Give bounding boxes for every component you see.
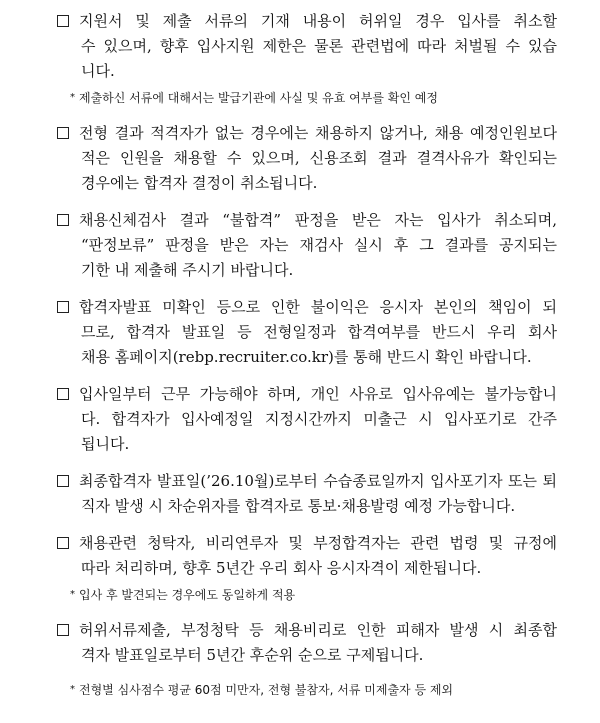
notice-footnote: * 제출하신 서류에 대해서는 발급기관에 사실 및 유효 여부를 확인 예정 xyxy=(70,91,438,105)
notice-item xyxy=(57,295,557,370)
checkbox-square-icon xyxy=(57,214,69,226)
checkbox-square-icon xyxy=(57,15,69,27)
asterisk-icon: * xyxy=(70,589,75,600)
notice-line: 채용신체검사 결과 “불합격” 판정을 받은 자는 입사가 취소되며, xyxy=(57,208,557,233)
notice-line: 지원서 및 제출 서류의 기재 내용이 허위일 경우 입사를 취소할 xyxy=(57,9,557,34)
checkbox-square-icon xyxy=(57,301,69,313)
notice-line: 채용관련 청탁자, 비리연루자 및 부정합격자는 관련 법령 및 규정에 xyxy=(57,531,557,556)
notice-line: 합격자발표 미확인 등으로 인한 불이익은 응시자 본인의 책임이 되 xyxy=(57,295,557,320)
notice-footnote: * 입사 후 발견되는 경우에도 동일하게 적용 xyxy=(70,588,296,602)
notice-line: 수 있으며, 향후 입사지원 제한은 물론 관련법에 따라 처벌될 수 있습 xyxy=(81,37,557,55)
notice-line: 기한 내 제출해 주시기 바랍니다. xyxy=(81,261,294,279)
notice-line: 직자 발생 시 차순위자를 합격자로 통보·채용발령 예정 가능합니다. xyxy=(81,497,516,515)
notice-line: 됩니다. xyxy=(81,435,130,453)
notice-item xyxy=(57,531,557,581)
notice-item xyxy=(57,618,557,668)
checkbox-square-icon xyxy=(57,624,69,636)
checkbox-square-icon xyxy=(57,475,69,487)
notice-line: 채용 홈페이지(rebp.recruiter.co.kr)를 통해 반드시 확인 바랍니다. xyxy=(81,348,532,366)
notice-footnote: * 전형별 심사점수 평균 60점 미만자, 전형 불참자, 서류 미제출자 등 제외 xyxy=(70,683,454,697)
notice-item xyxy=(57,9,557,84)
notice-line: 경우에는 합격자 결정이 취소됩니다. xyxy=(81,174,318,192)
checkbox-square-icon xyxy=(57,537,69,549)
notice-item xyxy=(57,121,557,196)
notice-line: 최종합격자 발표일(’26.10월)로부터 수습종료일까지 입사포기자 또는 퇴 xyxy=(57,469,557,494)
checkbox-square-icon xyxy=(57,388,69,400)
asterisk-icon: * xyxy=(70,92,75,103)
notice-line: 다. 합격자가 입사예정일 지정시간까지 미출근 시 입사포기로 간주 xyxy=(81,410,557,428)
notice-line: 허위서류제출, 부정청탁 등 채용비리로 인한 피해자 발생 시 최종합 xyxy=(57,618,557,643)
notice-line: 따라 처리하며, 향후 5년간 우리 회사 응시자격이 제한됩니다. xyxy=(81,559,482,577)
notice-line: 입사일부터 근무 가능해야 하며, 개인 사유로 입사유예는 불가능합니 xyxy=(57,382,557,407)
notice-line: 격자 발표일로부터 5년간 후순위 순으로 구제됩니다. xyxy=(81,646,424,664)
notice-line: 적은 인원을 채용할 수 있으며, 신용조회 결과 결격사유가 확인되는 xyxy=(81,149,557,167)
notice-line: 므로, 합격자 발표일 등 전형일정과 합격여부를 반드시 우리 회사 xyxy=(81,323,557,341)
checkbox-square-icon xyxy=(57,127,69,139)
notice-line: 니다. xyxy=(81,62,115,80)
notice-item xyxy=(57,469,557,519)
notice-item xyxy=(57,208,557,283)
notice-line: “판정보류” 판정을 받은 자는 재검사 실시 후 그 결과를 공지되는 xyxy=(81,236,557,254)
notice-item xyxy=(57,382,557,457)
asterisk-icon: * xyxy=(70,684,75,695)
notice-line: 전형 결과 적격자가 없는 경우에는 채용하지 않거나, 채용 예정인원보다 xyxy=(57,121,557,146)
